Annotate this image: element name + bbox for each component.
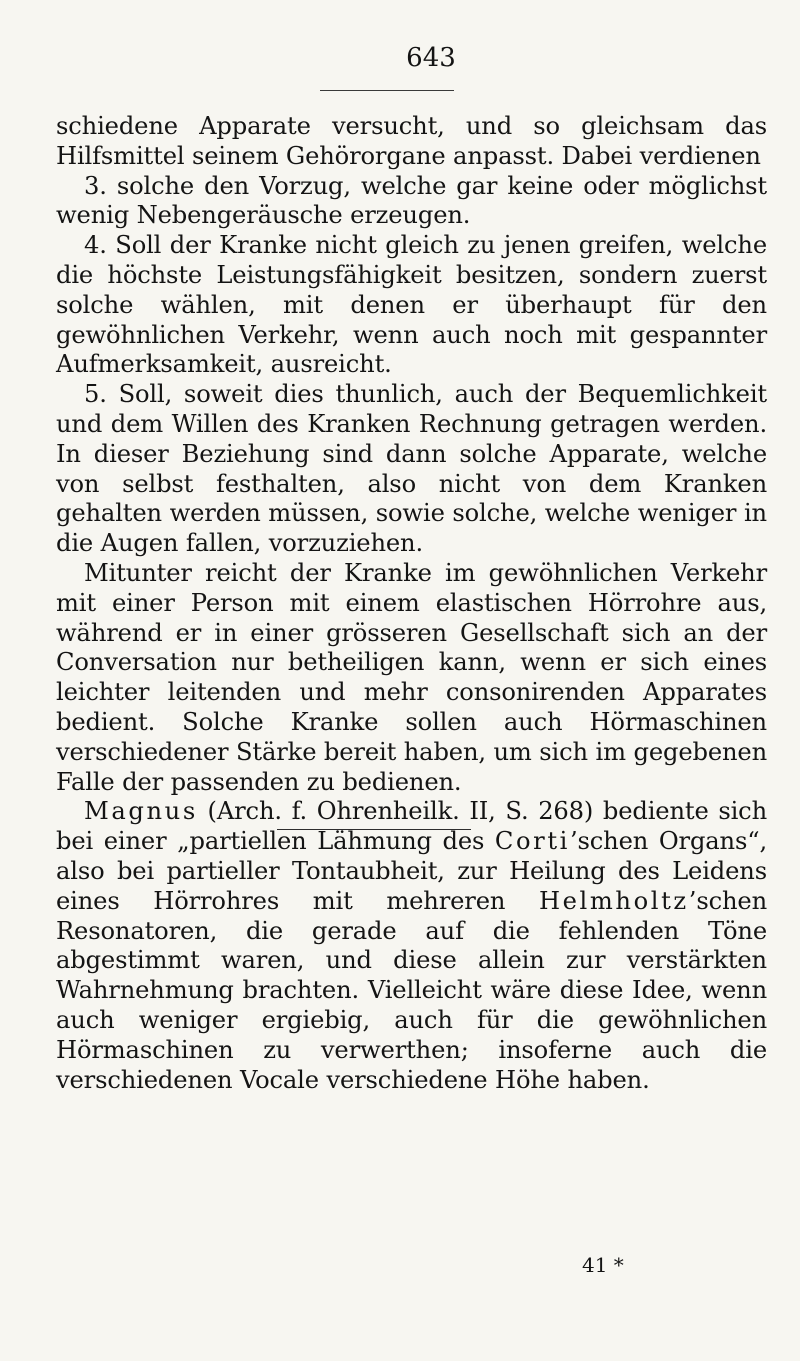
author-name-magnus: Magnus: [84, 797, 198, 826]
section-end-rule: [277, 829, 471, 830]
text-segment: ’schen Organs“, also bei partieller Tontaubheit, zur Heilung des Leidens eines Hörrohres mit mehreren: [56, 827, 767, 915]
author-name-helmholtz: Helmholtz: [538, 886, 689, 915]
author-name-corti: Corti: [494, 827, 570, 856]
text-segment: (Arch. f. Ohrenheilk. II, S. 268) bediente sich bei einer „partiellen Lähmung des: [56, 797, 767, 856]
paragraph-item-5: 5. Soll, soweit dies thunlich, auch der Bequemlichkeit und dem Willen des Kranken Rechnung getragen werden. In dieser Beziehung sind dann solche Apparate, welche von selbst festhalten, also nicht von dem Kranken gehalten werden müssen, sowie solche, welche weniger in die Augen fallen, vorzuziehen.: [56, 380, 767, 558]
body-text: [56, 112, 767, 1095]
printer-signature: 41 *: [582, 1253, 624, 1277]
paragraph-hoerrohr: Mitunter reicht der Kranke im gewöhnlichen Verkehr mit einer Person mit einem elastischen Hörrohre aus, während er in einer grösseren Gesellschaft sich an der Conversation nur betheiligen kann, wenn er sich eines leichter leitenden und mehr consonirenden Apparates bedient. Solche Kranke sollen auch Hörmaschinen verschiedener Stärke bereit haben, um sich im gegebenen Falle der passenden zu bedienen.: [56, 558, 767, 796]
paragraph-continuation: schiedene Apparate versucht, und so gleichsam das Hilfsmittel seinem Gehörorgane anpasst. Dabei verdienen: [56, 112, 767, 170]
header-rule: [320, 90, 454, 91]
text-segment: ’schen Resonatoren, die gerade auf die fehlenden Töne abgestimmt waren, und diese allein zur verstärkten Wahrnehmung brachten. Vielleicht wäre diese Idee, wenn auch weniger ergiebig, auch für die gewöhnlichen Hörmaschinen zu verwerthen; insoferne auch die verschiedenen Vocale verschiedene Höhe haben.: [56, 886, 767, 1094]
paragraph-magnus: [56, 797, 767, 1095]
page-number: 643: [406, 43, 456, 73]
paragraph-item-3: 3. solche den Vorzug, welche gar keine oder möglichst wenig Nebengeräusche erzeugen.: [56, 171, 767, 230]
paragraph-item-4: 4. Soll der Kranke nicht gleich zu jenen greifen, welche die höchste Leistungsfähigkeit besitzen, sondern zuerst solche wählen, mit denen er überhaupt für den gewöhnlichen Verkehr, wenn auch noch mit gespannter Aufmerksamkeit, ausreicht.: [56, 231, 767, 379]
